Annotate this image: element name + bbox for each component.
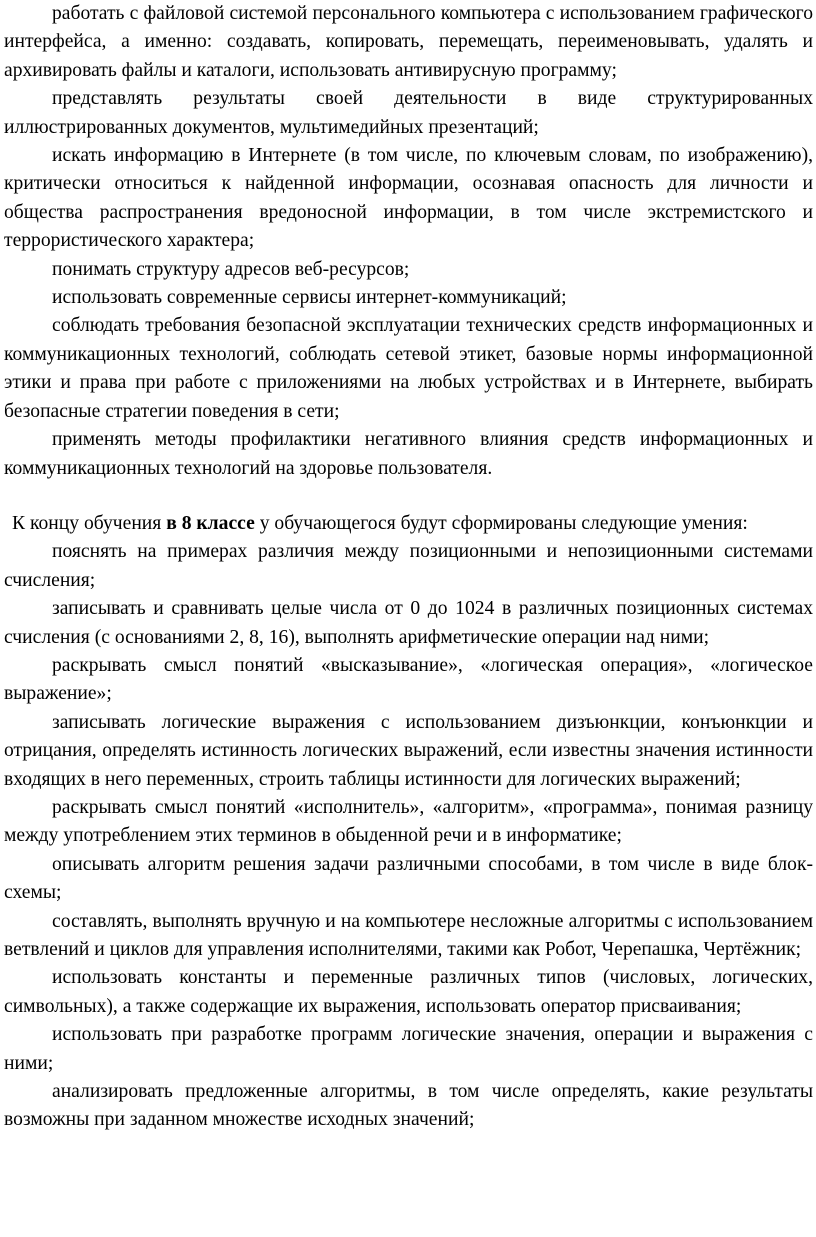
skill-paragraph: составлять, выполнять вручную и на компьютере несложные алгоритмы с использованием ветвлений и циклов для управления исполнителями, такими как Робот, Черепашка, Чертёжник; (4, 910, 813, 960)
skill-paragraph: пояснять на примерах различия между позиционными и непозиционными системами счисления; (4, 541, 813, 591)
skill-paragraph: применять методы профилактики негативного влияния средств информационных и коммуникационных технологий на здоровье пользователя. (4, 429, 813, 479)
skill-paragraph: использовать современные сервисы интернет-коммуникаций; (52, 287, 567, 309)
skill-paragraph: представлять результаты своей деятельности в виде структурированных иллюстрированных документов, мультимедийных презентаций; (4, 88, 813, 138)
skill-paragraph: описывать алгоритм решения задачи различными способами, в том числе в виде блок-схемы; (4, 853, 813, 904)
skill-paragraph: записывать и сравнивать целые числа от 0 до 1024 в различных позиционных системах счисления (с основаниями 2, 8, 16), выполнять арифметические операции над ними; (4, 598, 813, 648)
intro-text-after: у обучающегося будут сформированы следующие умения: (254, 512, 748, 534)
skill-paragraph: раскрывать смысл понятий «высказывание», «логическая операция», «логическое выражение»; (4, 654, 813, 705)
skill-paragraph: раскрывать смысл понятий «исполнитель», «алгоритм», «программа», понимая разницу между употреблением этих терминов в обыденной речи и в информатике; (4, 796, 813, 847)
skill-paragraph: работать с файловой системой персонального компьютера с использованием графического интерфейса, а именно: создавать, копировать, перемещать, переименовывать, удалять и архивировать файлы и каталоги, использовать антивирусную программу; (4, 3, 813, 81)
grade-8-skills-section (4, 510, 813, 1135)
grade-8-intro (12, 510, 813, 538)
skills-list-section (4, 0, 813, 483)
skill-paragraph: записывать логические выражения с использованием дизъюнкции, конъюнкции и отрицания, определять истинность логических выражений, если известны значения истинности входящих в него переменных, строить таблицы истинности для логических выражений; (4, 711, 813, 790)
skill-paragraph: понимать структуру адресов веб-ресурсов; (52, 258, 410, 280)
skill-paragraph: использовать при разработке программ логические значения, операции и выражения с ними; (4, 1024, 813, 1074)
grade-label: в 8 классе (166, 512, 255, 534)
skill-paragraph: анализировать предложенные алгоритмы, в том числе определять, какие результаты возможны при заданном множестве исходных значений; (4, 1081, 813, 1131)
intro-text-before: К концу обучения (12, 512, 167, 534)
skill-paragraph: использовать константы и переменные различных типов (числовых, логических, символьных), а также содержащие их выражения, использовать оператор присваивания; (4, 967, 813, 1017)
skill-paragraph: соблюдать требования безопасной эксплуатации технических средств информационных и коммуникационных технологий, соблюдать сетевой этикет, базовые нормы информационной этики и права при работе с приложениями на любых устройствах и в Интернете, выбирать безопасные стратегии поведения в сети; (4, 315, 813, 422)
skill-paragraph: искать информацию в Интернете (в том числе, по ключевым словам, по изображению), критически относиться к найденной информации, осознавая опасность для личности и общества распространения вредоносной информации, в том числе экстремистского и террористического характера; (4, 145, 813, 252)
